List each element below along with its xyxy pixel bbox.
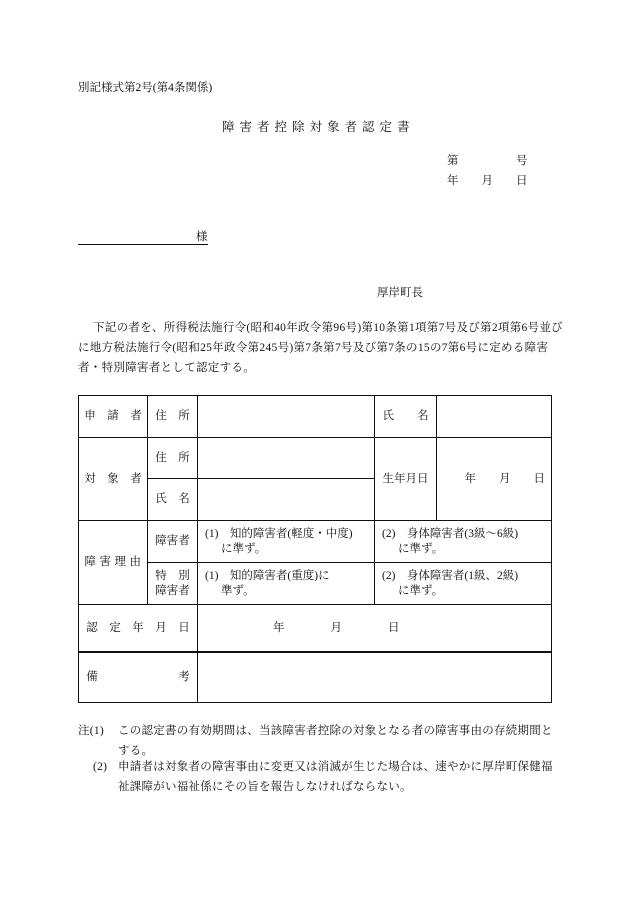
certification-date-field: 年 月 日 (198, 605, 552, 653)
special-category-label (148, 563, 198, 605)
special-label-line: 特 別 (155, 569, 190, 582)
reason-label: 障害理由 (79, 521, 148, 605)
issuer-name: 厚岸町長 (377, 287, 423, 299)
addressee-underline (78, 244, 208, 245)
applicant-name-label: 氏 名 (375, 396, 437, 438)
body-line-1: 下記の者を、所得税法施行令(昭和40年政令第96号)第10条第1項第7号及び第2項第6号並び (93, 322, 563, 334)
reference-number: 第 号 (447, 155, 528, 167)
applicant-label: 申 請 者 (79, 396, 148, 438)
subject-address-field (198, 438, 375, 479)
option-line: (2) 身体障害者(1級、2級) (382, 569, 519, 582)
option-line: (2) 身体障害者(3級～6級) (382, 527, 519, 540)
document-title: 障害者控除対象者認定書 (222, 120, 415, 134)
applicant-name-field (437, 396, 552, 438)
note-2-line-2: 祉課障がい福祉係にその旨を報告しなければならない。 (118, 781, 412, 793)
remarks-label: 備 考 (79, 653, 198, 703)
certification-date-label: 認 定 年 月 日 (79, 605, 198, 653)
option-line: 準ず。 (221, 584, 255, 597)
option-line: (1) 知的障害者(軽度・中度) (205, 527, 353, 540)
option-line: に準ず。 (398, 542, 444, 555)
birthdate-field: 年 月 日 (437, 438, 552, 521)
note-2-line-1: 申請者は対象者の障害事由に変更又は消滅が生じた場合は、速やかに厚岸町保健福 (118, 761, 553, 773)
applicant-address-field (198, 396, 375, 438)
subject-label: 対 象 者 (79, 438, 148, 521)
disabled-option-2 (375, 521, 552, 563)
special-option-1 (198, 563, 375, 605)
option-line: (1) 知的障害者(重度)に (205, 569, 330, 582)
form-number: 別記様式第2号(第4条関係) (78, 82, 213, 94)
remarks-field (198, 653, 552, 703)
subject-name-label: 氏 名 (148, 479, 198, 521)
note-1-marker: 注(1) (78, 725, 104, 737)
addressee-honorific: 様 (196, 231, 208, 243)
applicant-address-label: 住 所 (148, 396, 198, 438)
certification-table (78, 395, 552, 703)
option-line: に準ず。 (398, 584, 444, 597)
note-1-line-1: この認定書の有効期間は、当該障害者控除の対象となる者の障害事由の存続期間と (118, 725, 553, 737)
special-option-2 (375, 563, 552, 605)
body-line-3: 者・特別障害者として認定する。 (78, 362, 255, 374)
issue-date: 年 月 日 (447, 175, 528, 187)
note-2-marker: (2) (93, 761, 108, 773)
subject-name-field (198, 479, 375, 521)
disabled-category-label: 障害者 (148, 521, 198, 563)
subject-address-label: 住 所 (148, 438, 198, 479)
disabled-option-1 (198, 521, 375, 563)
birthdate-label: 生年月日 (375, 438, 437, 521)
body-line-2: に地方税法施行令(昭和25年政令第245号)第7条第7号及び第7条の15の7第6号に定める障害 (78, 342, 549, 354)
option-line: に準ず。 (221, 542, 267, 555)
note-1-line-2: する。 (118, 745, 154, 757)
special-label-line: 障害者 (155, 584, 190, 597)
